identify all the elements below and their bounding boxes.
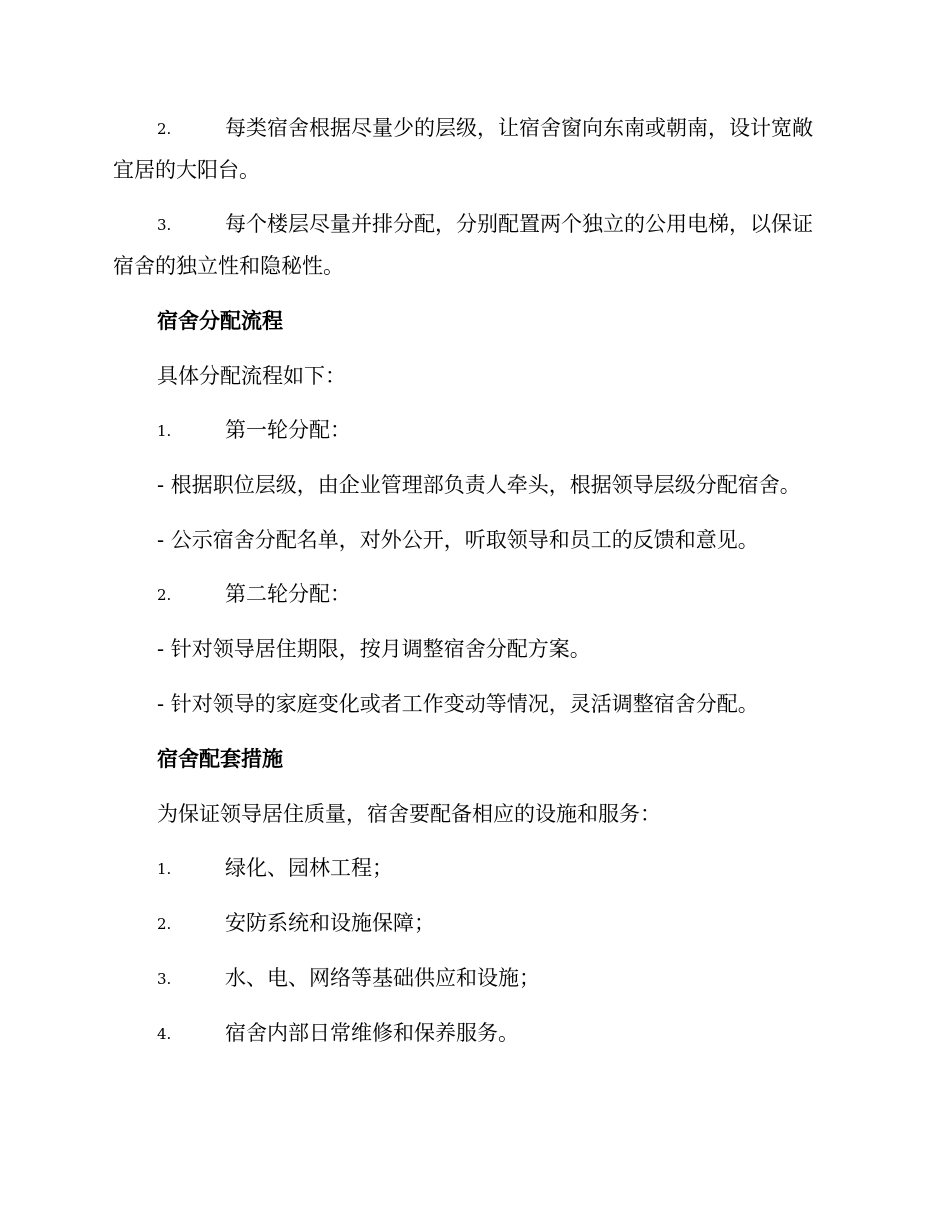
round-title: 第二轮分配： [225,582,351,606]
facility-item: 绿化、园林工程； [225,856,393,880]
section-heading-allocation: 宿舍分配流程 [157,308,283,333]
round-point: - 针对领导的家庭变化或者工作变动等情况，灵活调整宿舍分配。 [157,692,759,716]
round-number: 2. [157,586,172,604]
facility-item: 宿舍内部日常维修和保养服务。 [225,1021,519,1045]
facility-item: 水、电、网络等基础供应和设施； [225,966,540,990]
list-item-continuation: 宜居的大阳台。 [113,158,260,182]
facility-number: 3. [157,970,172,988]
facility-number: 2. [157,915,172,933]
list-item-text: 每类宿舍根据尽量少的层级，让宿舍窗向东南或朝南，设计宽敞 [225,116,813,140]
facility-number: 1. [157,860,172,878]
round-title: 第一轮分配： [225,418,351,442]
round-point: - 针对领导居住期限，按月调整宿舍分配方案。 [157,637,591,661]
section-intro-allocation: 具体分配流程如下： [157,364,346,388]
list-item-continuation: 宿舍的独立性和隐秘性。 [113,254,344,278]
section-heading-facilities: 宿舍配套措施 [157,746,283,771]
list-number: 2. [157,120,172,138]
facility-item: 安防系统和设施保障； [225,911,435,935]
list-number: 3. [157,216,172,234]
facility-number: 4. [157,1025,172,1043]
round-point: - 公示宿舍分配名单，对外公开，听取领导和员工的反馈和意见。 [157,528,759,552]
round-point: - 根据职位层级，由企业管理部负责人牵头，根据领导层级分配宿舍。 [157,473,801,497]
section-intro-facilities: 为保证领导居住质量，宿舍要配备相应的设施和服务： [157,802,661,826]
round-number: 1. [157,422,172,440]
list-item-text: 每个楼层尽量并排分配，分别配置两个独立的公用电梯，以保证 [225,212,813,236]
